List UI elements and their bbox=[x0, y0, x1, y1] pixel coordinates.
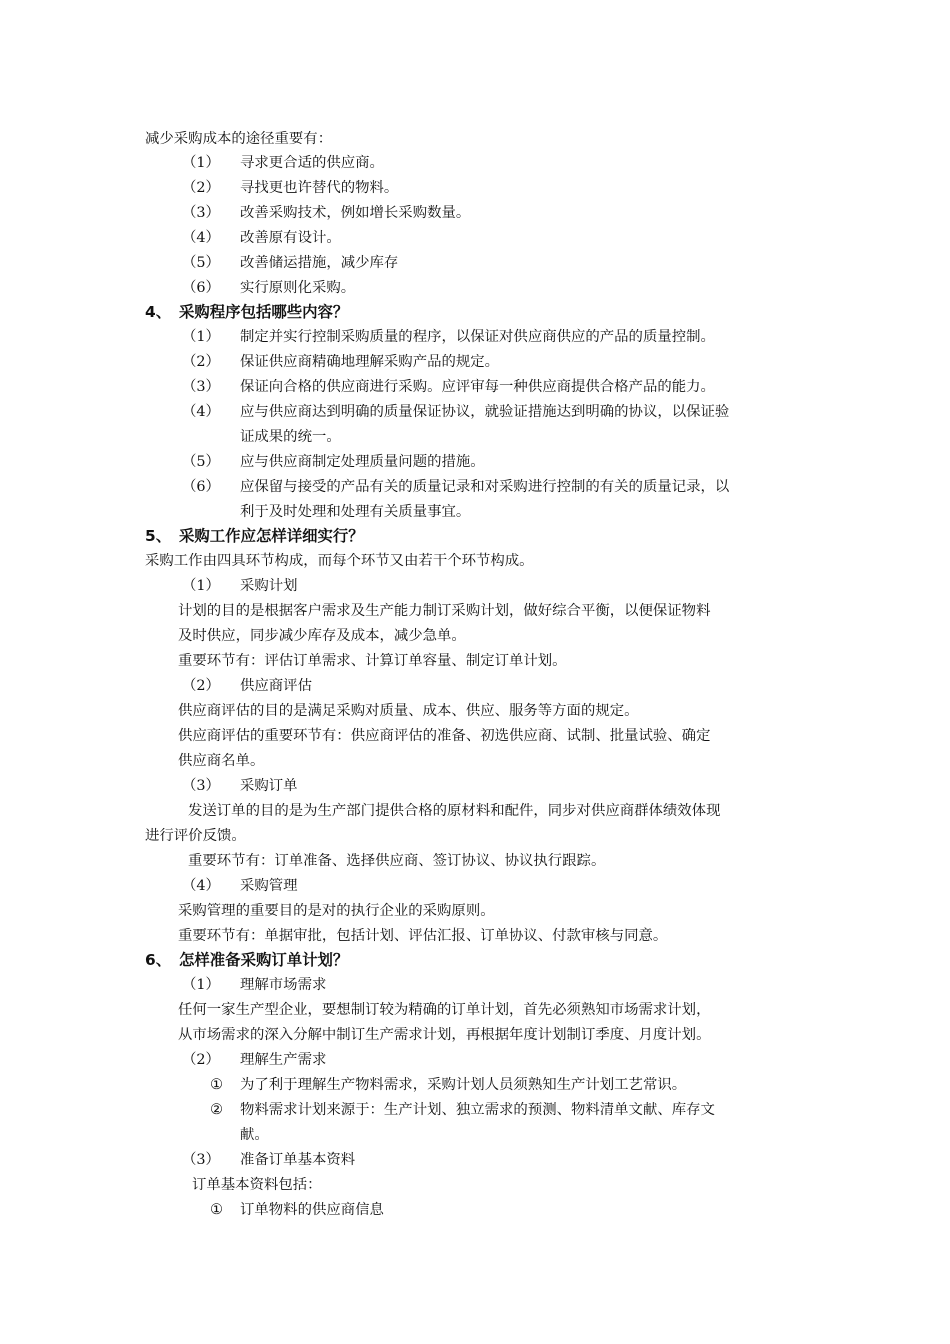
list-item bbox=[182, 477, 729, 497]
paragraph: 供应商评估的目的是满足采购对质量、成本、供应、服务等方面的规定。 bbox=[178, 703, 639, 719]
subsection-title bbox=[182, 1150, 355, 1170]
list-item bbox=[182, 452, 485, 472]
heading-number: 6、 bbox=[145, 951, 172, 969]
paragraph: 任何一家生产型企业，要想制订较为精确的订单计划，首先必须熟知市场需求计划， bbox=[178, 1002, 711, 1018]
heading-title: 采购程序包括哪些内容？ bbox=[179, 303, 349, 321]
paragraph: 供应商名单。 bbox=[178, 753, 265, 769]
item-text: 制定并实行控制采购质量的程序，以保证对供应商供应的产品的质量控制。 bbox=[240, 329, 715, 345]
paragraph: 供应商评估的重要环节有：供应商评估的准备、初选供应商、试制、批量试验、确定 bbox=[178, 728, 711, 744]
circled-marker: ② bbox=[210, 1102, 223, 1118]
item-text: 改善原有设计。 bbox=[240, 230, 341, 246]
item-number: （5） bbox=[182, 255, 220, 271]
item-number: （1） bbox=[182, 977, 220, 993]
list-item-continuation: 利于及时处理和处理有关质量事宜。 bbox=[240, 504, 471, 520]
section-heading-4 bbox=[145, 302, 348, 322]
item-text: 应与供应商达到明确的质量保证协议，就验证措施达到明确的协议，以保证验 bbox=[240, 404, 730, 420]
subsection-title bbox=[182, 676, 312, 696]
list-item bbox=[182, 178, 398, 198]
item-text: 保证向合格的供应商进行采购。应评审每一种供应商提供合格产品的能力。 bbox=[240, 379, 715, 395]
paragraph: 及时供应，同步减少库存及成本，减少急单。 bbox=[178, 628, 466, 644]
list-item bbox=[182, 327, 715, 347]
item-number: （1） bbox=[182, 155, 220, 171]
list-item bbox=[182, 153, 384, 173]
subsection-title bbox=[182, 876, 298, 896]
heading-title: 怎样准备采购订单计划？ bbox=[179, 951, 349, 969]
item-text: 保证供应商精确地理解采购产品的规定。 bbox=[240, 354, 500, 370]
circled-item bbox=[210, 1100, 715, 1120]
item-number: （1） bbox=[182, 329, 220, 345]
subsection-title bbox=[182, 975, 326, 995]
paragraph: 采购管理的重要目的是对的执行企业的采购原则。 bbox=[178, 903, 495, 919]
item-text: 供应商评估 bbox=[240, 678, 312, 694]
item-text: 为了利于理解生产物料需求，采购计划人员须熟知生产计划工艺常识。 bbox=[240, 1077, 687, 1093]
item-number: （3） bbox=[182, 205, 220, 221]
item-number: （2） bbox=[182, 354, 220, 370]
item-text: 准备订单基本资料 bbox=[240, 1152, 356, 1168]
paragraph: 订单基本资料包括： bbox=[192, 1177, 322, 1193]
item-number: （3） bbox=[182, 379, 220, 395]
item-text: 寻找更也许替代的物料。 bbox=[240, 180, 399, 196]
item-text: 采购计划 bbox=[240, 578, 298, 594]
item-text: 采购管理 bbox=[240, 878, 298, 894]
list-item bbox=[182, 203, 470, 223]
heading-title: 采购工作应怎样详细实行？ bbox=[179, 527, 364, 545]
item-number: （5） bbox=[182, 454, 220, 470]
item-number: （4） bbox=[182, 230, 220, 246]
item-text: 寻求更合适的供应商。 bbox=[240, 155, 384, 171]
item-text: 物料需求计划来源于：生产计划、独立需求的预测、物料清单文献、库存文 bbox=[240, 1102, 715, 1118]
item-text: 采购订单 bbox=[240, 778, 298, 794]
item-number: （6） bbox=[182, 479, 220, 495]
paragraph: 进行评价反馈。 bbox=[145, 828, 246, 844]
list-item bbox=[182, 402, 729, 422]
heading-number: 5、 bbox=[145, 527, 172, 545]
item-number: （4） bbox=[182, 878, 220, 894]
paragraph: 重要环节有：单据审批，包括计划、评估汇报、订单协议、付款审核与同意。 bbox=[178, 928, 668, 944]
heading-number: 4、 bbox=[145, 303, 172, 321]
paragraph: 计划的目的是根据客户需求及生产能力制订采购计划，做好综合平衡，以便保证物料 bbox=[178, 603, 711, 619]
item-text: 理解市场需求 bbox=[240, 977, 327, 993]
paragraph: 发送订单的目的是为生产部门提供合格的原材料和配件，同步对供应商群体绩效体现 bbox=[188, 803, 721, 819]
list-item bbox=[182, 228, 341, 248]
item-number: （4） bbox=[182, 404, 220, 420]
paragraph: 重要环节有：评估订单需求、计算订单容量、制定订单计划。 bbox=[178, 653, 567, 669]
item-number: （3） bbox=[182, 1152, 220, 1168]
item-text: 改善采购技术，例如增长采购数量。 bbox=[240, 205, 471, 221]
item-text: 应与供应商制定处理质量问题的措施。 bbox=[240, 454, 485, 470]
list-item bbox=[182, 377, 715, 397]
list-item bbox=[182, 253, 398, 273]
circled-item bbox=[210, 1200, 384, 1220]
item-text: 订单物料的供应商信息 bbox=[240, 1202, 384, 1218]
item-text: 理解生产需求 bbox=[240, 1052, 327, 1068]
list-item bbox=[182, 278, 355, 298]
section-heading-6 bbox=[145, 950, 348, 970]
item-number: （2） bbox=[182, 1052, 220, 1068]
section-5-intro: 采购工作由四具环节构成，而每个环节又由若干个环节构成。 bbox=[145, 553, 534, 569]
item-number: （2） bbox=[182, 678, 220, 694]
item-text: 改善储运措施，减少库存 bbox=[240, 255, 399, 271]
paragraph: 从市场需求的深入分解中制订生产需求计划，再根据年度计划制订季度、月度计划。 bbox=[178, 1027, 711, 1043]
intro-paragraph: 减少采购成本的途径重要有： bbox=[145, 131, 333, 147]
subsection-title bbox=[182, 776, 298, 796]
paragraph: 重要环节有：订单准备、选择供应商、签订协议、协议执行跟踪。 bbox=[188, 853, 606, 869]
item-number: （2） bbox=[182, 180, 220, 196]
circled-marker: ① bbox=[210, 1202, 223, 1218]
item-number: （1） bbox=[182, 578, 220, 594]
circled-item bbox=[210, 1075, 686, 1095]
list-item bbox=[182, 352, 499, 372]
item-number: （3） bbox=[182, 778, 220, 794]
section-heading-5 bbox=[145, 526, 364, 546]
item-text: 应保留与接受的产品有关的质量记录和对采购进行控制的有关的质量记录，以 bbox=[240, 479, 730, 495]
subsection-title bbox=[182, 1050, 326, 1070]
circled-marker: ① bbox=[210, 1077, 223, 1093]
item-number: （6） bbox=[182, 280, 220, 296]
item-text: 实行原则化采购。 bbox=[240, 280, 356, 296]
list-item-continuation: 证成果的统一。 bbox=[240, 429, 341, 445]
circled-item-continuation: 献。 bbox=[240, 1127, 269, 1143]
subsection-title bbox=[182, 576, 298, 596]
